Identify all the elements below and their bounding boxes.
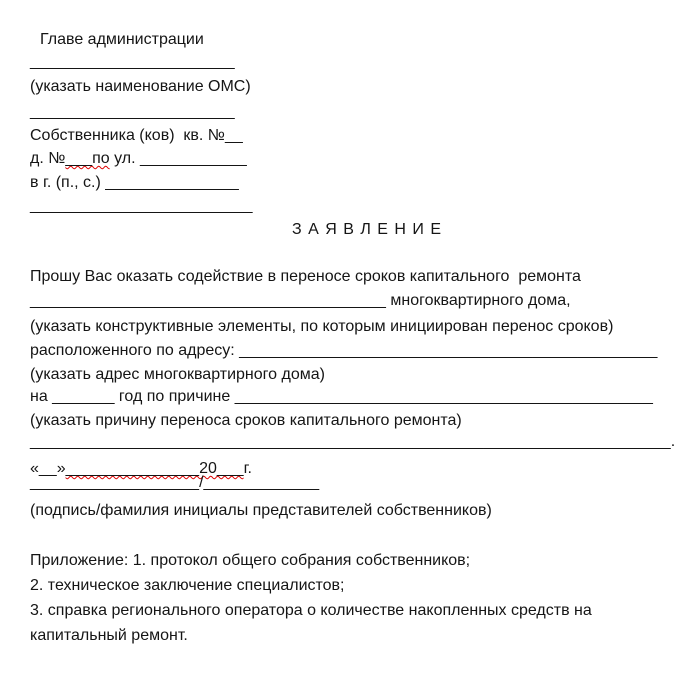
blank-line-oms-name: _______________________ (30, 53, 235, 70)
reason-continuation-blank: ________________________________________________________________________. (30, 433, 676, 450)
reason-hint: (указать причину переноса сроков капитального ремонта) (30, 412, 462, 429)
document-title: З А Я В Л Е Н И Е (292, 221, 443, 238)
date-day-quotes: «__» (30, 460, 66, 477)
oms-name-hint: (указать наименование ОМС) (30, 78, 251, 95)
structural-elements-hint: (указать конструктивные элементы, по которым инициирован перенос сроков) (30, 318, 614, 335)
attachments-item-3-wrap: капитальный ремонт. (30, 627, 188, 644)
owners-apartment-line: Собственника (ков) кв. №__ (30, 127, 243, 144)
attachments-item-3: 3. справка регионального оператора о количестве накопленных средств на (30, 602, 592, 619)
street-blank: ул. ____________ (109, 150, 247, 167)
signature-blank-line: ___________________/_____________ (30, 474, 320, 491)
attachments-item-2: 2. техническое заключение специалистов; (30, 577, 345, 594)
request-text-line-2: ________________________________________ многоквартирного дома, (30, 292, 571, 309)
attachments-item-1: Приложение: 1. протокол общего собрания собственников; (30, 552, 471, 569)
blank-line-owner: _______________________ (30, 103, 235, 120)
date-misspelled-blank: _______________20___ (65, 460, 244, 477)
address-hint: (указать адрес многоквартирного дома) (30, 366, 325, 383)
address-blank-line: расположенного по адресу: _______________________________________________ (30, 342, 658, 359)
house-number-label: д. № (30, 150, 66, 167)
house-street-line (30, 149, 247, 169)
year-reason-blank-line: на _______ год по причине _______________________________________________ (30, 388, 653, 405)
house-number-misspelled-blank: ___по (65, 150, 110, 167)
date-year-suffix: г. (243, 460, 252, 477)
request-text-line-1: Прошу Вас оказать содействие в переносе сроков капитального ремонта (30, 268, 581, 285)
blank-line-city: _________________________ (30, 197, 253, 214)
signature-hint: (подпись/фамилия инициалы представителей собственников) (30, 502, 492, 519)
addressee-to: Главе администрации (40, 31, 204, 48)
city-line: в г. (п., с.) _______________ (30, 174, 239, 191)
